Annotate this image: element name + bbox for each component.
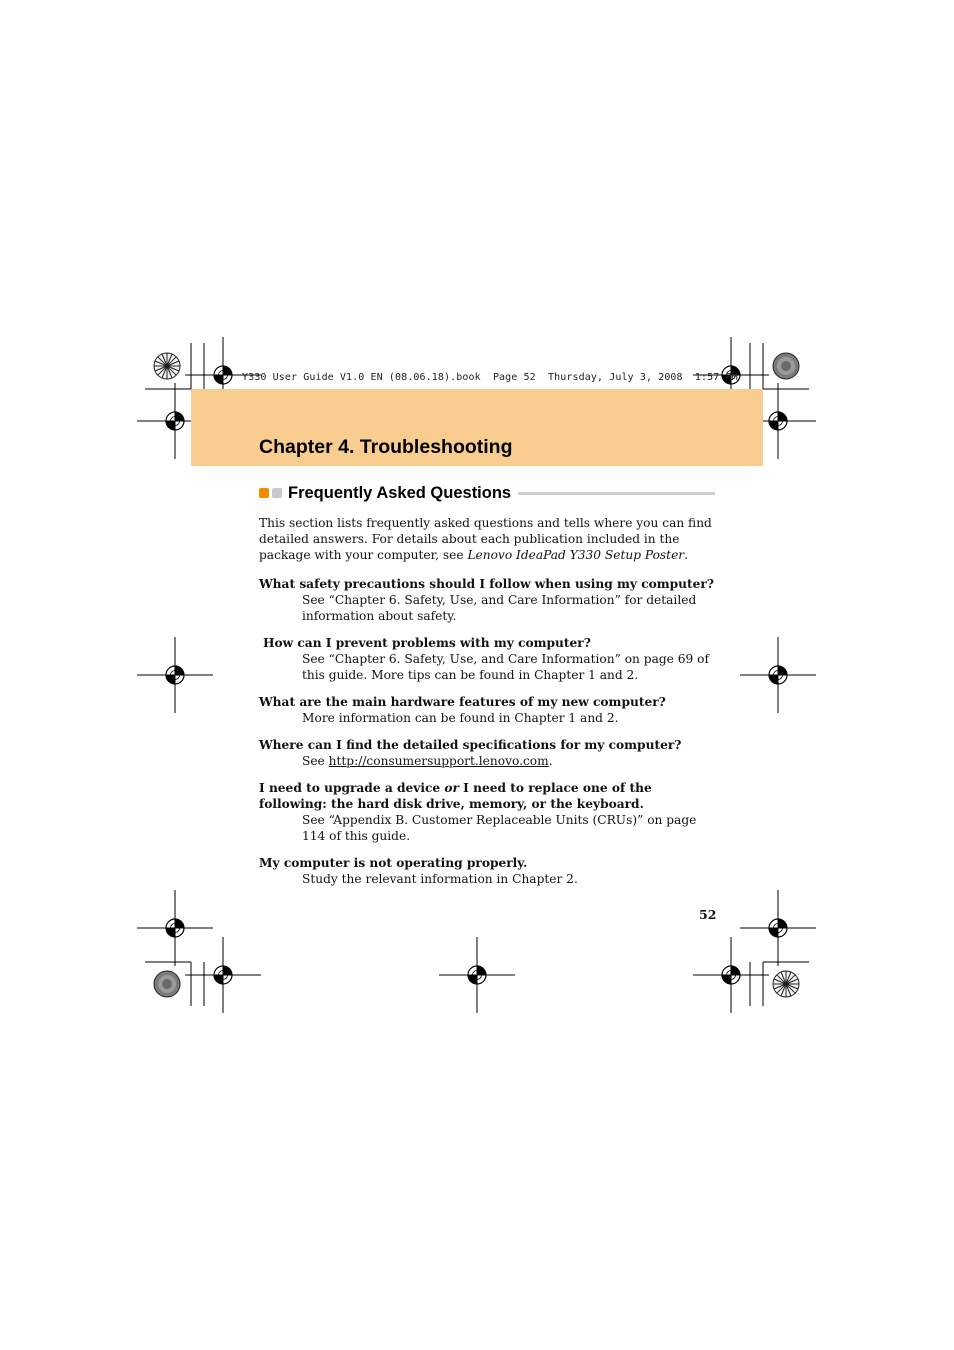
section-rule — [518, 492, 715, 495]
faq-answer: See “Chapter 6. Safety, Use, and Care Information” on page 69 of this guide. More tips can be found in Chapter 1 and 2. — [302, 652, 709, 682]
faq-content — [259, 515, 715, 898]
page-number: 52 — [699, 907, 717, 922]
faq-answer: See “Appendix B. Customer Replaceable Units (CRUs)” on page 114 of this guide. — [302, 813, 697, 843]
publication-title: Lenovo IdeaPad Y330 Setup Poster — [467, 548, 685, 562]
intro-paragraph — [259, 515, 715, 563]
faq-question — [259, 780, 715, 812]
faq-answer — [302, 753, 715, 769]
intro-end: . — [684, 548, 688, 562]
faq-question: How can I prevent problems with my computer? — [263, 636, 591, 650]
faq-question: My computer is not operating properly. — [259, 856, 528, 870]
question-part: I need to upgrade a device — [259, 781, 445, 795]
section-heading — [259, 481, 715, 505]
faq-question: What safety precautions should I follow when using my computer? — [259, 577, 714, 591]
faq-answer: More information can be found in Chapter 1 and 2. — [302, 711, 619, 725]
faq-answer: Study the relevant information in Chapter 2. — [302, 872, 578, 886]
chapter-title: Chapter 4. Troubleshooting — [259, 436, 513, 458]
support-link[interactable]: http://consumersupport.lenovo.com — [328, 754, 549, 768]
faq-question: What are the main hardware features of my new computer? — [259, 695, 666, 709]
print-slug-line: Y330 User Guide V1.0 EN (08.06.18).book Page 52 Thursday, July 3, 2008 1:57 PM — [242, 372, 738, 383]
faq-answer: See “Chapter 6. Safety, Use, and Care Information” for detailed information about safety. — [302, 593, 697, 623]
answer-prefix: See — [302, 754, 329, 768]
question-or-emphasis: or — [444, 781, 459, 795]
answer-suffix: . — [548, 754, 553, 768]
intro-text: This section lists frequently asked questions and tells where you can find detailed answers. For details about each publication included in the package with your computer, see — [259, 516, 712, 562]
section-title: Frequently Asked Questions — [288, 483, 512, 502]
faq-question: Where can I find the detailed specifications for my computer? — [259, 738, 682, 752]
orange-square-bullet-icon — [259, 488, 269, 498]
grey-square-bullet-icon — [272, 488, 282, 498]
question-part: I need to replace one of the following: the hard disk drive, memory, or the keyboard. — [259, 781, 652, 811]
